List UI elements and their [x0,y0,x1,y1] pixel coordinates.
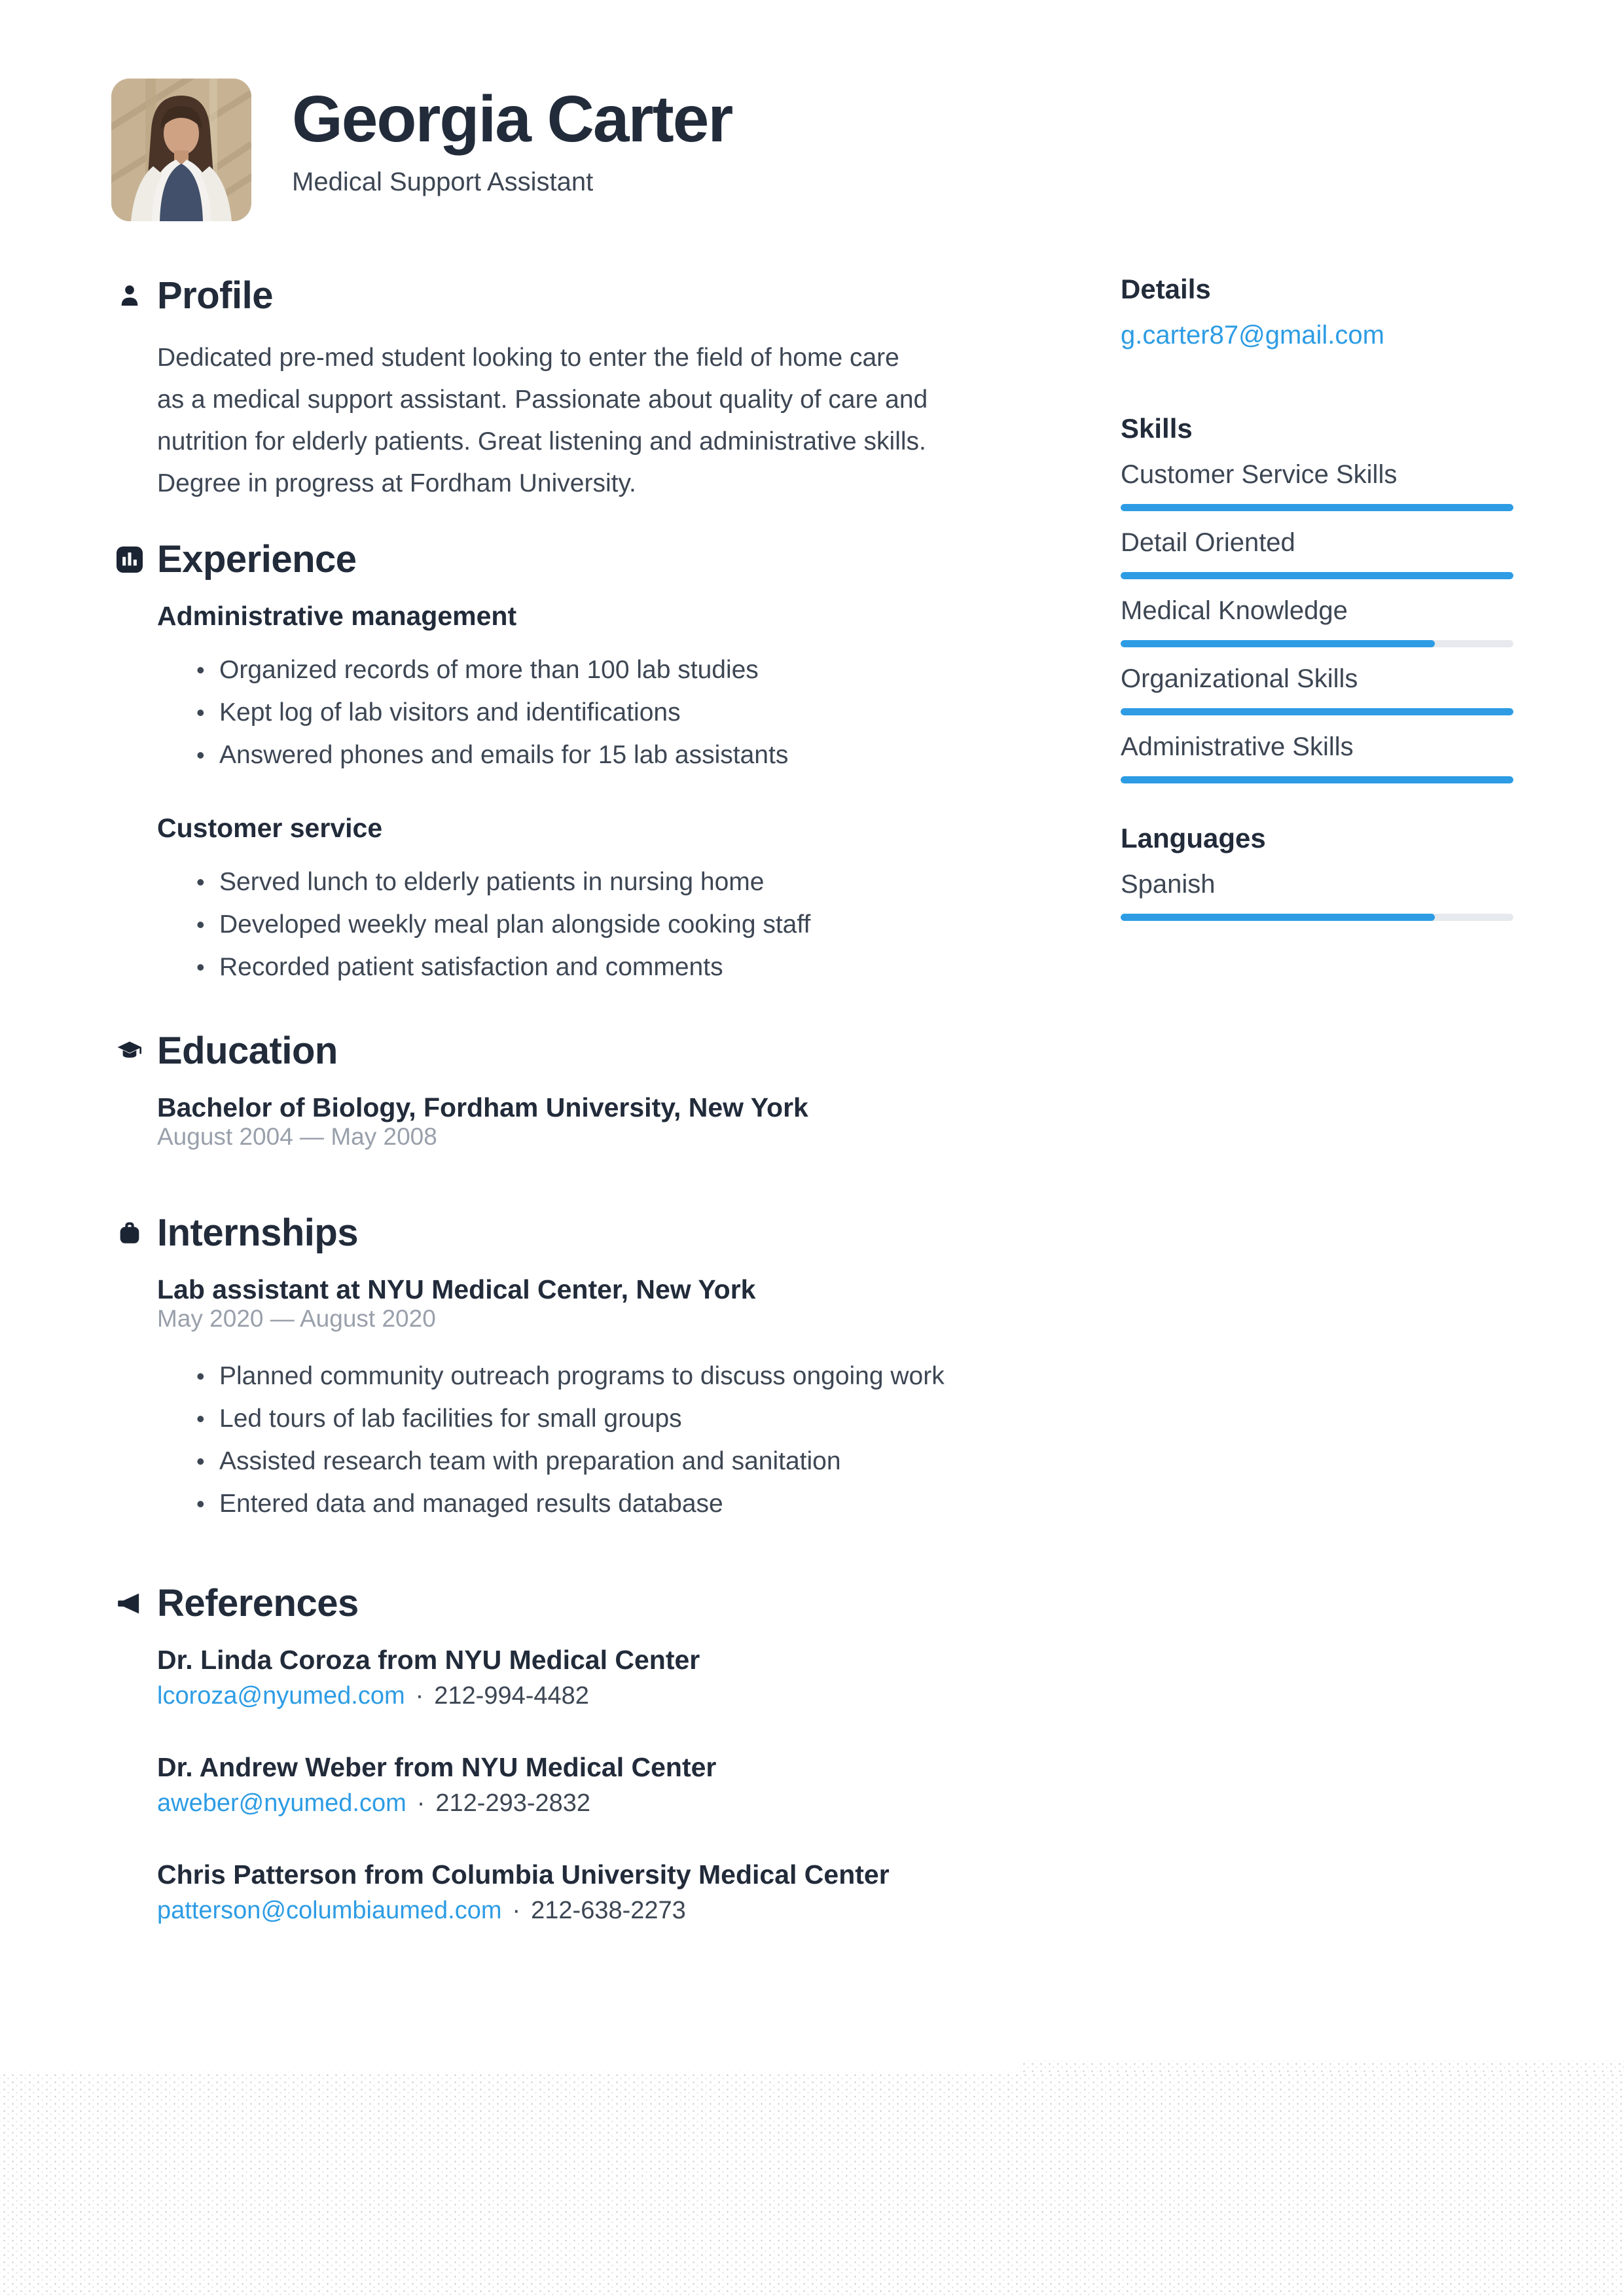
section-internships [111,1211,1028,1525]
job-bullet: • Developed weekly meal plan alongside cooking staff [111,903,1028,946]
reference-name: Dr. Linda Coroza from NYU Medical Center [157,1645,700,1675]
reference-contact [157,1789,1028,1818]
reference-item [111,1752,1028,1818]
reference-separator: · [415,1682,424,1710]
reference-item [111,1859,1028,1925]
reference-phone: 212-293-2832 [435,1789,591,1817]
skill-bar-track [1121,504,1513,511]
skill-label: Organizational Skills [1121,664,1358,693]
section-experience [111,537,1028,988]
reference-contact [157,1897,1028,1925]
skill-label: Administrative Skills [1121,732,1354,761]
reference-name: Dr. Andrew Weber from NYU Medical Center [157,1752,717,1782]
education-heading: Education [157,1030,338,1072]
education-section-header [111,1029,1028,1073]
graduation-cap-icon [117,1037,143,1066]
references-section-header [111,1581,1028,1625]
language-item [1121,870,1513,921]
header [111,79,732,221]
language-bar-track [1121,914,1513,921]
skills-block [1121,413,1513,783]
identity-block [292,79,732,221]
bar-chart-icon [117,545,143,574]
internship-bullet: • Entered data and managed results database [111,1482,1028,1525]
skill-bar-track [1121,640,1513,647]
experience-heading: Experience [157,538,357,581]
details-block [1121,274,1513,350]
section-profile [111,274,1028,505]
job-title: Customer service [157,813,383,843]
job-bullet: • Kept log of lab visitors and identifications [111,691,1028,734]
footer-texture-right [1020,2060,1624,2072]
footer-texture [0,2072,1624,2296]
person-icon [117,281,143,310]
job-bullets [111,861,1028,988]
skill-bar-fill [1121,504,1513,511]
job-bullets [111,649,1028,776]
candidate-name: Georgia Carter [292,82,732,156]
profile-section-header [111,274,1028,317]
reference-email-link[interactable]: aweber@nyumed.com [157,1789,406,1817]
experience-job-2 [111,813,1028,988]
megaphone-icon [117,1589,143,1618]
languages-heading: Languages [1121,823,1266,853]
internship-bullet: • Planned community outreach programs to discuss ongoing work [111,1355,1028,1397]
details-heading: Details [1121,274,1211,304]
experience-section-header [111,537,1028,581]
reference-name: Chris Patterson from Columbia University Medical Center [157,1859,890,1890]
job-bullet: • Answered phones and emails for 15 lab assistants [111,734,1028,776]
skill-bar-fill [1121,708,1513,715]
education-dates: August 2004 — May 2008 [157,1123,437,1150]
language-bar-fill [1121,914,1435,921]
section-references [111,1581,1028,1925]
internships-heading: Internships [157,1211,359,1254]
profile-text-line: nutrition for elderly patients. Great listening and administrative skills. [157,427,926,456]
job-bullet: • Served lunch to elderly patients in nursing home [111,861,1028,903]
language-label: Spanish [1121,870,1216,899]
skill-bar-fill [1121,572,1513,579]
skill-bar-fill [1121,640,1435,647]
job-bullet: • Organized records of more than 100 lab studies [111,649,1028,691]
reference-phone: 212-994-4482 [434,1682,589,1710]
internship-bullet: • Led tours of lab facilities for small groups [111,1397,1028,1440]
job-bullet: • Recorded patient satisfaction and comments [111,946,1028,988]
experience-job-1 [111,601,1028,776]
reference-email-link[interactable]: lcoroza@nyumed.com [157,1682,405,1710]
profile-heading: Profile [157,274,273,317]
skill-item [1121,596,1513,647]
profile-text-line: Degree in progress at Fordham University. [157,469,636,497]
skills-heading: Skills [1121,413,1193,444]
references-list [111,1645,1028,1925]
internship-bullets [111,1355,1028,1525]
skills-list [1121,460,1513,783]
skill-bar-track [1121,776,1513,783]
internship-dates: May 2020 — August 2020 [157,1305,436,1332]
internships-section-header [111,1211,1028,1255]
reference-separator: · [416,1789,425,1817]
job-title: Administrative management [157,601,517,631]
profile-photo-image [111,79,251,221]
section-education [111,1029,1028,1151]
skill-label: Detail Oriented [1121,528,1295,557]
education-degree: Bachelor of Biology, Fordham University, New York [157,1092,808,1122]
profile-photo [111,79,251,221]
skill-bar-fill [1121,776,1513,783]
languages-list [1121,870,1513,921]
profile-text [111,337,1028,505]
candidate-title: Medical Support Assistant [292,168,594,196]
reference-separator: · [512,1897,521,1924]
profile-text-line: as a medical support assistant. Passionate about quality of care and [157,386,928,414]
internship-bullet: • Assisted research team with preparation and sanitation [111,1440,1028,1482]
skill-item [1121,460,1513,511]
reference-contact [157,1682,1028,1710]
skill-item [1121,732,1513,783]
reference-phone: 212-638-2273 [531,1897,686,1924]
skill-bar-track [1121,572,1513,579]
skill-label: Medical Knowledge [1121,596,1348,625]
references-heading: References [157,1582,359,1624]
email-link[interactable]: g.carter87@gmail.com [1121,321,1384,350]
internship-role: Lab assistant at NYU Medical Center, New York [157,1274,756,1304]
sidebar [1121,274,1513,938]
reference-email-link[interactable]: patterson@columbiaumed.com [157,1897,502,1924]
reference-item [111,1645,1028,1710]
skill-item [1121,528,1513,579]
profile-text-line: Dedicated pre-med student looking to enter the field of home care [157,344,899,372]
main-column [111,274,1028,1963]
briefcase-icon [117,1219,143,1247]
skill-bar-track [1121,708,1513,715]
skill-label: Customer Service Skills [1121,460,1398,489]
skill-item [1121,664,1513,715]
languages-block [1121,823,1513,921]
